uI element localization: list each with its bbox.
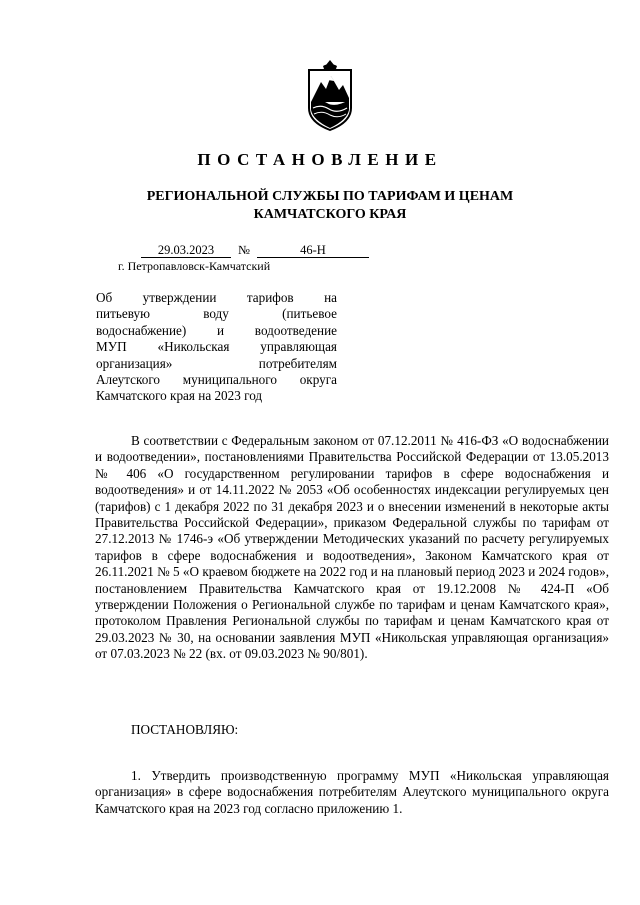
decree-heading: ПОСТАНОВЛЯЮ: — [131, 722, 239, 737]
document-title: ПОСТАНОВЛЕНИЕ — [197, 150, 443, 169]
subject-line: Об утверждении тарифов на — [96, 290, 337, 305]
document-date: 29.03.2023 — [141, 244, 231, 258]
subject-line: Камчатского края на 2023 год — [96, 388, 263, 404]
subject-line: МУП «Никольская управляющая — [96, 339, 337, 355]
kamchatka-coat-of-arms-icon — [303, 58, 357, 132]
item-1-paragraph: 1. Утвердить производственную программу МУП «Никольская управляющая организация» в сфере водоснабжения потребителям Алеутского муниципального округа Камчатского края на 2023 год согласно приложению 1. — [95, 768, 609, 816]
subject-line: организация» потребителям — [96, 355, 337, 371]
subject-line: Алеутского муниципального округа — [96, 372, 337, 388]
preamble-paragraph: В соответствии с Федеральным законом от 07.12.2011 № 416-ФЗ «О водоснабжении и водоотведении», постановлениями Правительства Российской Федерации от 13.05.2013 № 406 «О государственном регулировании тарифов в сфере водоснабжения и водоотведения» и от 14.11.2022 № 2053 «Об особенностях индексации регулируемых цен (тарифов) с 1 декабря 2022 по 31 декабря 2023 и о внесении изменений в некоторые акты Правительства Российской Федерации», приказом Федеральной службы по тарифам от 27.12.2013 № 1746-э «Об утверждении Методических указаний по расчету регулируемых тарифов в сфере водоснабжения и водоотведения», Законом Камчатского края от 26.11.2021 № 5 «О краевом бюджете на 2022 год и на плановый период 2023 и 2024 годов», постановлением Правительства Камчатского края от 19.12.2008 № 424-П «Об утверждении Положения о Региональной службе по тарифам и ценам Камчатского края», протоколом Правления Региональной службы по тарифам и ценам Камчатского края от 29.03.2023 № 30, на основании заявления МУП «Никольская управляющая организация» от 07.03.2023 № 22 (вх. от 09.03.2023 № 90/801). — [95, 433, 609, 662]
subject-line: водоснабжение) и водоотведение — [96, 322, 337, 338]
subject-line: питьевую воду (питьевое — [96, 306, 337, 322]
document-number: 46-Н — [257, 244, 369, 258]
city: г. Петропавловск-Камчатский — [118, 259, 271, 273]
date-number-line — [141, 243, 369, 258]
number-sign: № — [238, 243, 250, 257]
issuing-authority: РЕГИОНАЛЬНОЙ СЛУЖБЫ ПО ТАРИФАМ И ЦЕНАМ КАМЧАТСКОГО КРАЯ — [146, 189, 514, 222]
document-subject — [96, 290, 337, 405]
